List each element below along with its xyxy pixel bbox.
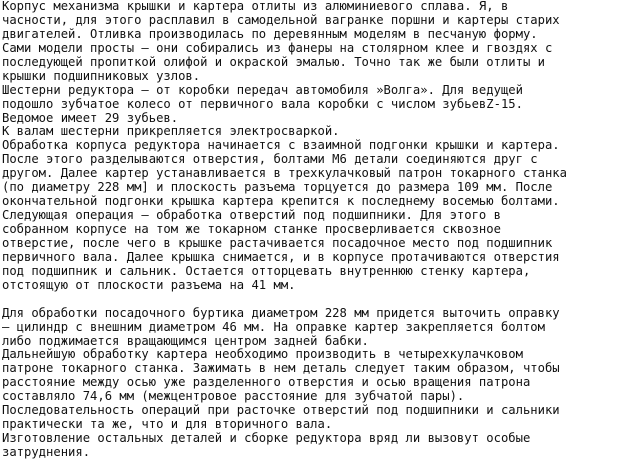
text-line-10: К валам шестерни прикрепляется электросваркой.: [2, 125, 340, 139]
text-line-12: После этого разделываются отверстия, болтами М6 детали соединяются друг с: [2, 153, 538, 167]
text-line-28: расстояние между осью уже разделенного отверстия и осью вращения патрона: [2, 376, 531, 390]
text-line-16: Следующая операция – обработка отверстий под подшипники. Для этого в: [2, 209, 501, 223]
text-line-5: последующей пропиткой олифой и окраской эмалью. Точно так же были отлиты и: [2, 55, 545, 69]
text-line-32: Изготовление остальных деталей и сборке редуктора вряд ли вызовут особые: [2, 432, 531, 446]
text-line-1: Корпус механизма крышки и картера отлиты из алюминиевого сплава. Я, в: [2, 0, 509, 13]
text-line-21: отстоящую от плоскости разъема на 41 мм.: [2, 278, 296, 292]
text-line-11: Обработка корпуса редуктора начинается с взаимной подгонки крышки и картера.: [2, 139, 560, 153]
text-line-26: Дальнейшую обработку картера необходимо производить в четырехкулачковом: [2, 348, 523, 362]
text-line-25: либо поджимается вращающимся центром задней бабки.: [2, 334, 369, 348]
text-line-31: практически та же, что и для вторичного вала.: [2, 418, 333, 432]
text-line-30: Последовательность операций при расточке отверстий под подшипники и сальники: [2, 404, 560, 418]
text-line-2: часности, для этого расплавил в самодельной вагранке поршни и картеры старих: [2, 13, 560, 27]
text-line-24: – цилиндр с внешним диаметром 46 мм. На оправке картер закрепляется болтом: [2, 320, 545, 334]
text-line-8: подошло зубчатое колесо от первичного вала коробки с числом зубьевZ-15.: [2, 97, 523, 111]
text-line-3: двигателей. Отливка производилась по деревянным моделям в песчаную форму.: [2, 27, 538, 41]
text-line-4: Сами модели просты – они собирались из фанеры на столярном клее и гвоздях с: [2, 41, 553, 55]
text-line-6: крышки подшипниковых узлов.: [2, 69, 201, 83]
text-line-23: Для обработки посадочного буртика диаметром 228 мм придется выточить оправку: [2, 306, 560, 320]
text-line-33: затруднения.: [2, 446, 91, 459]
text-line-15: окончательной подгонки крышка картера крепится к последнему восемью болтами.: [2, 195, 560, 209]
text-line-19: первичного вала. Далее крышка снимается, и в корпусе протачиваются отверстия: [2, 250, 560, 264]
text-line-20: под подшипник и сальник. Остается отторцевать внутреннюю стенку картера,: [2, 264, 531, 278]
text-line-17: собранном корпусе на том же токарном станке просверливается сквозное: [2, 223, 501, 236]
text-line-9: Ведомое имеет 29 зубьев.: [2, 111, 179, 125]
text-line-18: отверстие, после чего в крышке растачивается посадочное место под подшипник: [2, 236, 553, 250]
text-line-13: другом. Далее картер устанавливается в трехкулачковый патрон токарного станка: [2, 167, 567, 181]
text-line-29: составляло 74,6 мм (межцентровое расстояние для зубчатой пары).: [2, 390, 465, 404]
text-line-27: патроне токарного станка. Зажимать в нем деталь следует таким образом, чтобы: [2, 362, 560, 376]
text-line-7: Шестерни редуктора – от коробки передач автомобиля »Волга». Для ведущей: [2, 83, 523, 97]
text-line-14: (по диаметру 228 мм] и плоскость разъема торцуется до размера 109 мм. После: [2, 181, 553, 195]
paragraph-gap: [2, 293, 619, 307]
